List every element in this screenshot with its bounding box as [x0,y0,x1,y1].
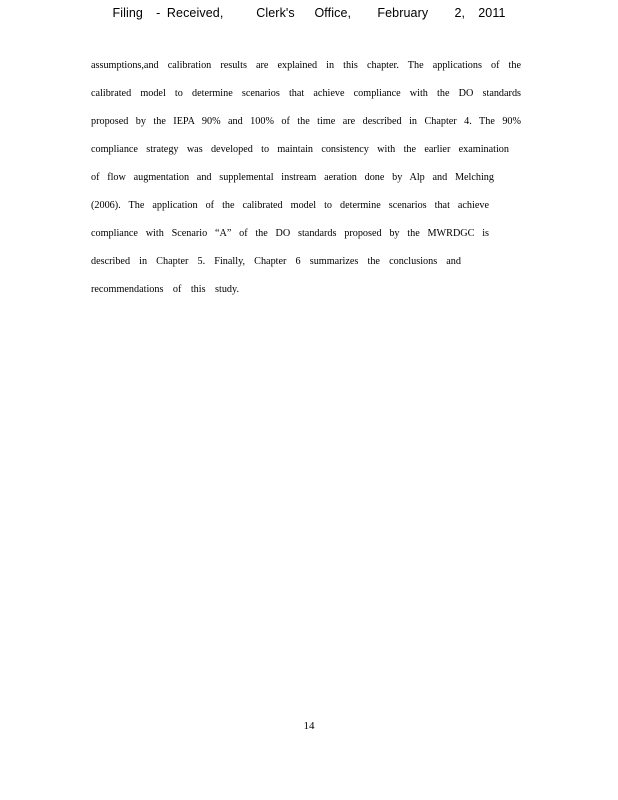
paragraph-line-2: calibrated model to determine scenarios that achieve compliance with the DO standards [91,88,521,99]
paragraph-line-4: compliance strategy was developed to maintain consistency with the earlier examination [91,144,509,155]
paragraph-line-3: proposed by the IEPA 90% and 100% of the time are described in Chapter 4. The 90% [91,116,521,127]
paragraph-line-1: assumptions,and calibration results are explained in this chapter. The applications of the [91,60,521,71]
paragraph-line-8: described in Chapter 5. Finally, Chapter 6 summarizes the conclusions and [91,256,461,267]
paragraph-line-6: (2006). The application of the calibrated model to determine scenarios that achieve [91,200,489,211]
paragraph-line-5: of flow augmentation and supplemental instream aeration done by Alp and Melching [91,172,494,183]
paragraph-line-9: recommendations of this study. [91,284,239,295]
body-paragraph [91,58,521,310]
filing-header: Filing - Received, Clerk's Office, February 2, 2011 [112,6,506,20]
paragraph-line-7: compliance with Scenario “A” of the DO standards proposed by the MWRDGC is [91,228,489,239]
page-number: 14 [303,720,315,732]
